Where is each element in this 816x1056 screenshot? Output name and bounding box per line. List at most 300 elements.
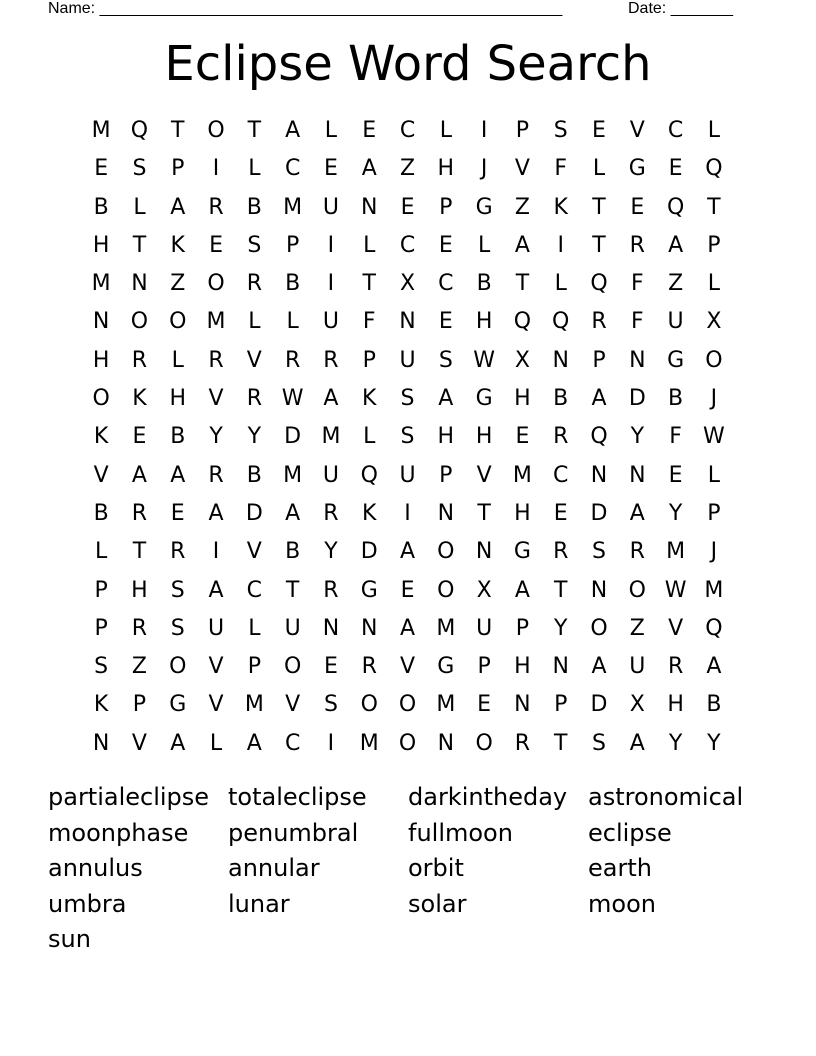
grid-letter: N — [437, 500, 455, 526]
grid-letter: U — [322, 309, 339, 335]
grid-letter: B — [170, 424, 186, 450]
grid-letter: D — [284, 424, 302, 450]
grid-letter: K — [362, 500, 377, 526]
grid-letter: I — [404, 500, 411, 526]
grid-letter: D — [360, 539, 378, 565]
grid-letter: P — [362, 347, 376, 373]
grid-letter: T — [247, 118, 262, 143]
grid-letter: K — [132, 386, 147, 412]
grid-letter: K — [93, 692, 109, 718]
grid-letter: L — [363, 232, 376, 258]
grid-letter: A — [591, 654, 607, 680]
grid-letter: O — [475, 730, 493, 756]
grid-letter: N — [590, 577, 608, 603]
grid-letter: A — [208, 577, 224, 603]
grid-letter: S — [592, 730, 606, 756]
worksheet-header — [48, 0, 768, 20]
word-list-item: moon — [588, 889, 656, 918]
grid-letter: G — [475, 194, 493, 220]
grid-letter: V — [476, 462, 492, 488]
grid-letter: A — [285, 118, 301, 143]
grid-letter: V — [514, 156, 530, 182]
grid-letter: L — [707, 462, 721, 488]
grid-letter: I — [212, 539, 220, 565]
word-list-item: fullmoon — [408, 818, 513, 847]
grid-letter: P — [554, 692, 568, 718]
grid-letter: R — [553, 539, 569, 565]
word-list-item: moonphase — [48, 818, 189, 847]
grid-letter: S — [170, 577, 185, 603]
grid-letter: A — [170, 194, 186, 220]
grid-letter: H — [514, 500, 531, 526]
word-list-item: partialeclipse — [48, 783, 210, 811]
grid-letter: H — [514, 386, 531, 412]
grid-letter: H — [475, 424, 493, 450]
grid-letter: L — [248, 156, 261, 182]
grid-letter: E — [630, 194, 645, 220]
grid-row — [82, 342, 734, 380]
grid-letter: M — [244, 692, 264, 718]
grid-letter: Y — [668, 500, 683, 526]
grid-letter: N — [360, 615, 378, 641]
grid-letter: L — [286, 309, 299, 335]
grid-letter: G — [513, 539, 531, 565]
grid-letter: A — [706, 654, 722, 680]
grid-letter: G — [667, 347, 685, 373]
grid-letter: E — [515, 424, 530, 450]
grid-letter: P — [592, 347, 606, 373]
word-list-item: astronomical — [588, 783, 744, 811]
grid-letter: V — [208, 654, 224, 680]
word-list-item: sun — [48, 925, 91, 954]
grid-letter: A — [514, 232, 530, 258]
grid-letter: R — [284, 347, 301, 373]
grid-letter: P — [132, 692, 147, 718]
grid-row — [82, 572, 734, 610]
grid-letter: Y — [247, 424, 262, 450]
grid-letter: H — [92, 232, 110, 258]
grid-letter: Y — [668, 730, 683, 756]
grid-letter: Z — [668, 271, 684, 297]
grid-letter: T — [477, 500, 491, 526]
grid-letter: O — [207, 271, 225, 297]
grid-letter: N — [92, 309, 110, 335]
grid-letter: H — [437, 424, 455, 450]
grid-letter: U — [667, 309, 684, 335]
grid-letter: T — [553, 730, 568, 756]
grid-letter: T — [592, 232, 606, 258]
grid-letter: P — [171, 156, 185, 182]
grid-letter: R — [246, 386, 262, 412]
grid-letter: P — [707, 500, 721, 526]
grid-letter: N — [552, 347, 569, 373]
grid-letter: Y — [630, 424, 645, 450]
grid-letter: O — [92, 386, 110, 412]
grid-letter: I — [327, 730, 335, 756]
grid-row — [82, 686, 734, 724]
grid-row — [82, 189, 734, 227]
grid-letter: R — [323, 347, 339, 373]
grid-letter: R — [629, 232, 645, 258]
grid-letter: E — [438, 309, 453, 335]
grid-letter: L — [554, 271, 567, 297]
word-list-item: solar — [408, 889, 467, 918]
grid-letter: V — [668, 615, 684, 641]
grid-letter: M — [206, 309, 226, 335]
grid-letter: S — [400, 386, 415, 412]
grid-row — [82, 533, 734, 571]
grid-letter: U — [322, 194, 339, 220]
grid-letter: R — [208, 347, 224, 373]
grid-letter: M — [436, 692, 456, 718]
grid-letter: I — [327, 232, 335, 258]
grid-letter: E — [592, 118, 606, 143]
grid-letter: R — [170, 539, 186, 565]
grid-letter: Y — [324, 539, 338, 565]
grid-letter: Q — [590, 271, 608, 297]
grid-letter: N — [437, 730, 455, 756]
grid-letter: K — [170, 232, 185, 258]
grid-letter: V — [93, 462, 109, 488]
word-list-item: annulus — [48, 854, 143, 883]
grid-letter: M — [91, 118, 111, 143]
grid-letter: F — [554, 156, 568, 182]
grid-letter: Q — [130, 118, 149, 143]
grid-letter: T — [362, 271, 376, 297]
grid-letter: O — [169, 654, 187, 680]
grid-letter: M — [436, 615, 456, 641]
grid-letter: U — [399, 347, 416, 373]
grid-row — [82, 725, 734, 763]
grid-row — [82, 265, 734, 303]
grid-letter: L — [439, 118, 452, 143]
grid-letter: A — [438, 386, 454, 412]
word-list — [48, 780, 768, 958]
grid-letter: M — [283, 194, 303, 220]
grid-letter: E — [209, 232, 223, 258]
grid-letter: O — [360, 692, 378, 718]
grid-letter: U — [476, 615, 493, 641]
grid-letter: O — [169, 309, 187, 335]
grid-letter: W — [473, 347, 495, 373]
grid-letter: N — [360, 194, 378, 220]
grid-letter: E — [400, 194, 415, 220]
grid-letter: P — [707, 232, 721, 258]
word-list-item: umbra — [48, 889, 127, 918]
grid-letter: I — [480, 118, 488, 143]
grid-letter: V — [246, 539, 262, 565]
grid-letter: G — [360, 577, 378, 603]
grid-letter: T — [515, 271, 530, 297]
grid-letter: R — [629, 539, 645, 565]
word-list-item: earth — [588, 854, 652, 883]
grid-letter: L — [324, 118, 338, 143]
grid-letter: A — [285, 500, 301, 526]
grid-letter: R — [361, 654, 377, 680]
grid-letter: Z — [629, 615, 645, 641]
grid-letter: R — [553, 424, 569, 450]
grid-letter: H — [667, 692, 684, 718]
grid-letter: K — [362, 386, 377, 412]
grid-letter: V — [208, 692, 224, 718]
grid-letter: G — [437, 654, 455, 680]
grid-letter: R — [514, 730, 531, 756]
grid-letter: P — [439, 462, 453, 488]
grid-letter: A — [323, 386, 339, 412]
grid-letter: T — [553, 577, 568, 603]
grid-letter: D — [590, 692, 608, 718]
grid-letter: B — [668, 386, 684, 412]
grid-letter: W — [664, 577, 687, 603]
grid-row — [82, 150, 734, 188]
grid-letter: S — [438, 347, 453, 373]
grid-letter: P — [515, 118, 530, 143]
grid-letter: U — [322, 462, 339, 488]
grid-letter: B — [285, 539, 301, 565]
grid-letter: X — [399, 271, 416, 297]
grid-letter: N — [629, 347, 646, 373]
grid-letter: M — [512, 462, 532, 488]
grid-letter: G — [169, 692, 187, 718]
grid-letter: S — [553, 118, 568, 143]
grid-letter: M — [91, 271, 111, 297]
grid-letter: Q — [513, 309, 532, 335]
grid-letter: H — [169, 386, 187, 412]
grid-letter: C — [284, 156, 301, 182]
grid-letter: Q — [360, 462, 378, 488]
grid-letter: J — [710, 539, 718, 565]
grid-letter: A — [246, 730, 262, 756]
grid-letter: S — [247, 232, 262, 258]
grid-letter: F — [669, 424, 682, 450]
grid-letter: M — [704, 577, 724, 603]
word-list-item: lunar — [228, 889, 290, 918]
grid-letter: V — [208, 386, 224, 412]
grid-letter: P — [94, 577, 108, 603]
grid-letter: E — [94, 156, 109, 182]
grid-letter: Q — [666, 194, 685, 220]
grid-letter: P — [477, 654, 491, 680]
grid-row — [82, 380, 734, 418]
grid-letter: V — [131, 730, 147, 756]
grid-letter: R — [323, 577, 339, 603]
grid-letter: E — [323, 654, 338, 680]
grid-letter: R — [208, 194, 224, 220]
grid-letter: Y — [553, 615, 568, 641]
grid-row — [82, 227, 734, 265]
grid-letter: O — [437, 539, 455, 565]
grid-letter: S — [323, 692, 338, 718]
grid-letter: T — [132, 539, 147, 565]
grid-letter: V — [629, 118, 645, 143]
grid-letter: X — [629, 692, 645, 718]
grid-letter: N — [552, 654, 569, 680]
grid-letter: O — [705, 347, 723, 373]
grid-letter: M — [283, 462, 303, 488]
grid-letter: T — [285, 577, 300, 603]
grid-letter: E — [553, 500, 568, 526]
grid-letter: B — [476, 271, 492, 297]
grid-letter: D — [628, 386, 646, 412]
grid-letter: Q — [705, 615, 723, 641]
grid-letter: R — [131, 615, 148, 641]
date-line: Date: _______ — [628, 0, 733, 17]
grid-letter: F — [362, 309, 376, 335]
grid-row — [82, 610, 734, 648]
grid-letter: O — [437, 577, 455, 603]
grid-letter: S — [400, 424, 415, 450]
grid-letter: H — [92, 347, 110, 373]
grid-letter: R — [208, 462, 224, 488]
grid-letter: R — [131, 500, 148, 526]
grid-letter: D — [590, 500, 608, 526]
grid-letter: C — [438, 271, 454, 297]
grid-letter: U — [399, 462, 416, 488]
grid-letter: O — [398, 692, 417, 718]
grid-letter: L — [95, 539, 108, 565]
grid-letter: H — [131, 577, 148, 603]
grid-letter: Y — [209, 424, 223, 450]
grid-letter: E — [400, 577, 415, 603]
grid-letter: Q — [552, 309, 570, 335]
grid-letter: I — [327, 271, 335, 297]
grid-row — [82, 457, 734, 495]
grid-letter: T — [707, 194, 721, 220]
grid-letter: F — [630, 271, 644, 297]
grid-letter: A — [629, 500, 645, 526]
grid-letter: E — [477, 692, 492, 718]
grid-letter: A — [591, 386, 607, 412]
grid-letter: A — [361, 156, 377, 182]
grid-letter: A — [170, 462, 186, 488]
grid-letter: E — [668, 156, 683, 182]
grid-letter: Y — [707, 730, 721, 756]
grid-letter: L — [592, 156, 606, 182]
grid-letter: L — [248, 309, 261, 335]
grid-letter: C — [553, 462, 569, 488]
grid-letter: Z — [131, 654, 147, 680]
grid-letter: D — [245, 500, 263, 526]
grid-letter: T — [171, 118, 185, 143]
word-list-item: darkintheday — [408, 783, 568, 811]
grid-letter: O — [590, 615, 608, 641]
grid-letter: I — [212, 156, 220, 182]
grid-letter: H — [437, 156, 455, 182]
grid-letter: A — [131, 462, 147, 488]
grid-letter: K — [553, 194, 568, 220]
grid-letter: W — [703, 424, 725, 450]
grid-letter: E — [362, 118, 377, 143]
grid-letter: A — [399, 615, 416, 641]
grid-letter: Z — [170, 271, 186, 297]
grid-letter: P — [94, 615, 108, 641]
grid-letter: P — [285, 232, 300, 258]
grid-letter: N — [514, 692, 531, 718]
grid-letter: R — [131, 347, 148, 373]
grid-letter: C — [667, 118, 684, 143]
grid-letter: C — [246, 577, 263, 603]
grid-row — [82, 648, 734, 686]
grid-letter: L — [171, 347, 184, 373]
grid-letter: L — [477, 232, 491, 258]
grid-letter: N — [92, 730, 110, 756]
grid-letter: C — [399, 118, 416, 143]
grid-letter: S — [170, 615, 185, 641]
grid-row — [82, 418, 734, 456]
grid-letter: Q — [590, 424, 608, 450]
grid-letter: Q — [705, 156, 723, 182]
grid-letter: B — [246, 462, 262, 488]
grid-letter: O — [628, 577, 646, 603]
grid-letter: N — [322, 615, 340, 641]
name-line: Name: ____________________________________________________ — [48, 0, 563, 17]
grid-letter: G — [628, 156, 646, 182]
grid-letter: E — [668, 462, 683, 488]
grid-letter: X — [514, 347, 530, 373]
grid-letter: E — [323, 156, 338, 182]
word-list-item: annular — [228, 854, 320, 883]
grid-letter: A — [399, 539, 416, 565]
grid-letter: C — [284, 730, 301, 756]
grid-letter: R — [323, 500, 339, 526]
grid-letter: B — [246, 194, 262, 220]
grid-letter: L — [707, 271, 721, 297]
grid-letter: A — [668, 232, 684, 258]
grid-letter: T — [132, 232, 147, 258]
grid-letter: U — [284, 615, 301, 641]
grid-row — [82, 112, 734, 150]
grid-letter: N — [131, 271, 148, 297]
word-list-item: eclipse — [588, 818, 672, 847]
grid-letter: X — [706, 309, 722, 335]
grid-row — [82, 495, 734, 533]
grid-letter: K — [93, 424, 109, 450]
grid-letter: N — [629, 462, 646, 488]
grid-letter: R — [591, 309, 607, 335]
grid-letter: X — [476, 577, 492, 603]
grid-letter: N — [399, 309, 416, 335]
letter-grid — [82, 112, 734, 763]
grid-letter: O — [283, 654, 302, 680]
grid-letter: I — [557, 232, 564, 258]
grid-letter: U — [629, 654, 646, 680]
grid-letter: S — [132, 156, 147, 182]
grid-letter: V — [399, 654, 416, 680]
grid-letter: C — [399, 232, 416, 258]
grid-letter: Z — [514, 194, 530, 220]
grid-letter: M — [666, 539, 686, 565]
grid-letter: L — [707, 118, 721, 143]
grid-letter: J — [480, 156, 488, 182]
grid-letter: J — [710, 386, 718, 412]
grid-letter: N — [590, 462, 608, 488]
grid-letter: L — [248, 615, 261, 641]
grid-letter: V — [285, 692, 301, 718]
grid-letter: G — [475, 386, 493, 412]
page-title: Eclipse Word Search — [164, 36, 652, 92]
grid-letter: L — [133, 194, 146, 220]
word-list-item: penumbral — [228, 818, 359, 847]
grid-letter: A — [170, 730, 186, 756]
grid-letter: P — [247, 654, 261, 680]
grid-letter: O — [398, 730, 417, 756]
grid-letter: M — [359, 730, 379, 756]
grid-letter: T — [592, 194, 606, 220]
grid-letter: F — [630, 309, 644, 335]
grid-letter: A — [208, 500, 224, 526]
grid-letter: S — [94, 654, 109, 680]
grid-letter: O — [130, 309, 149, 335]
